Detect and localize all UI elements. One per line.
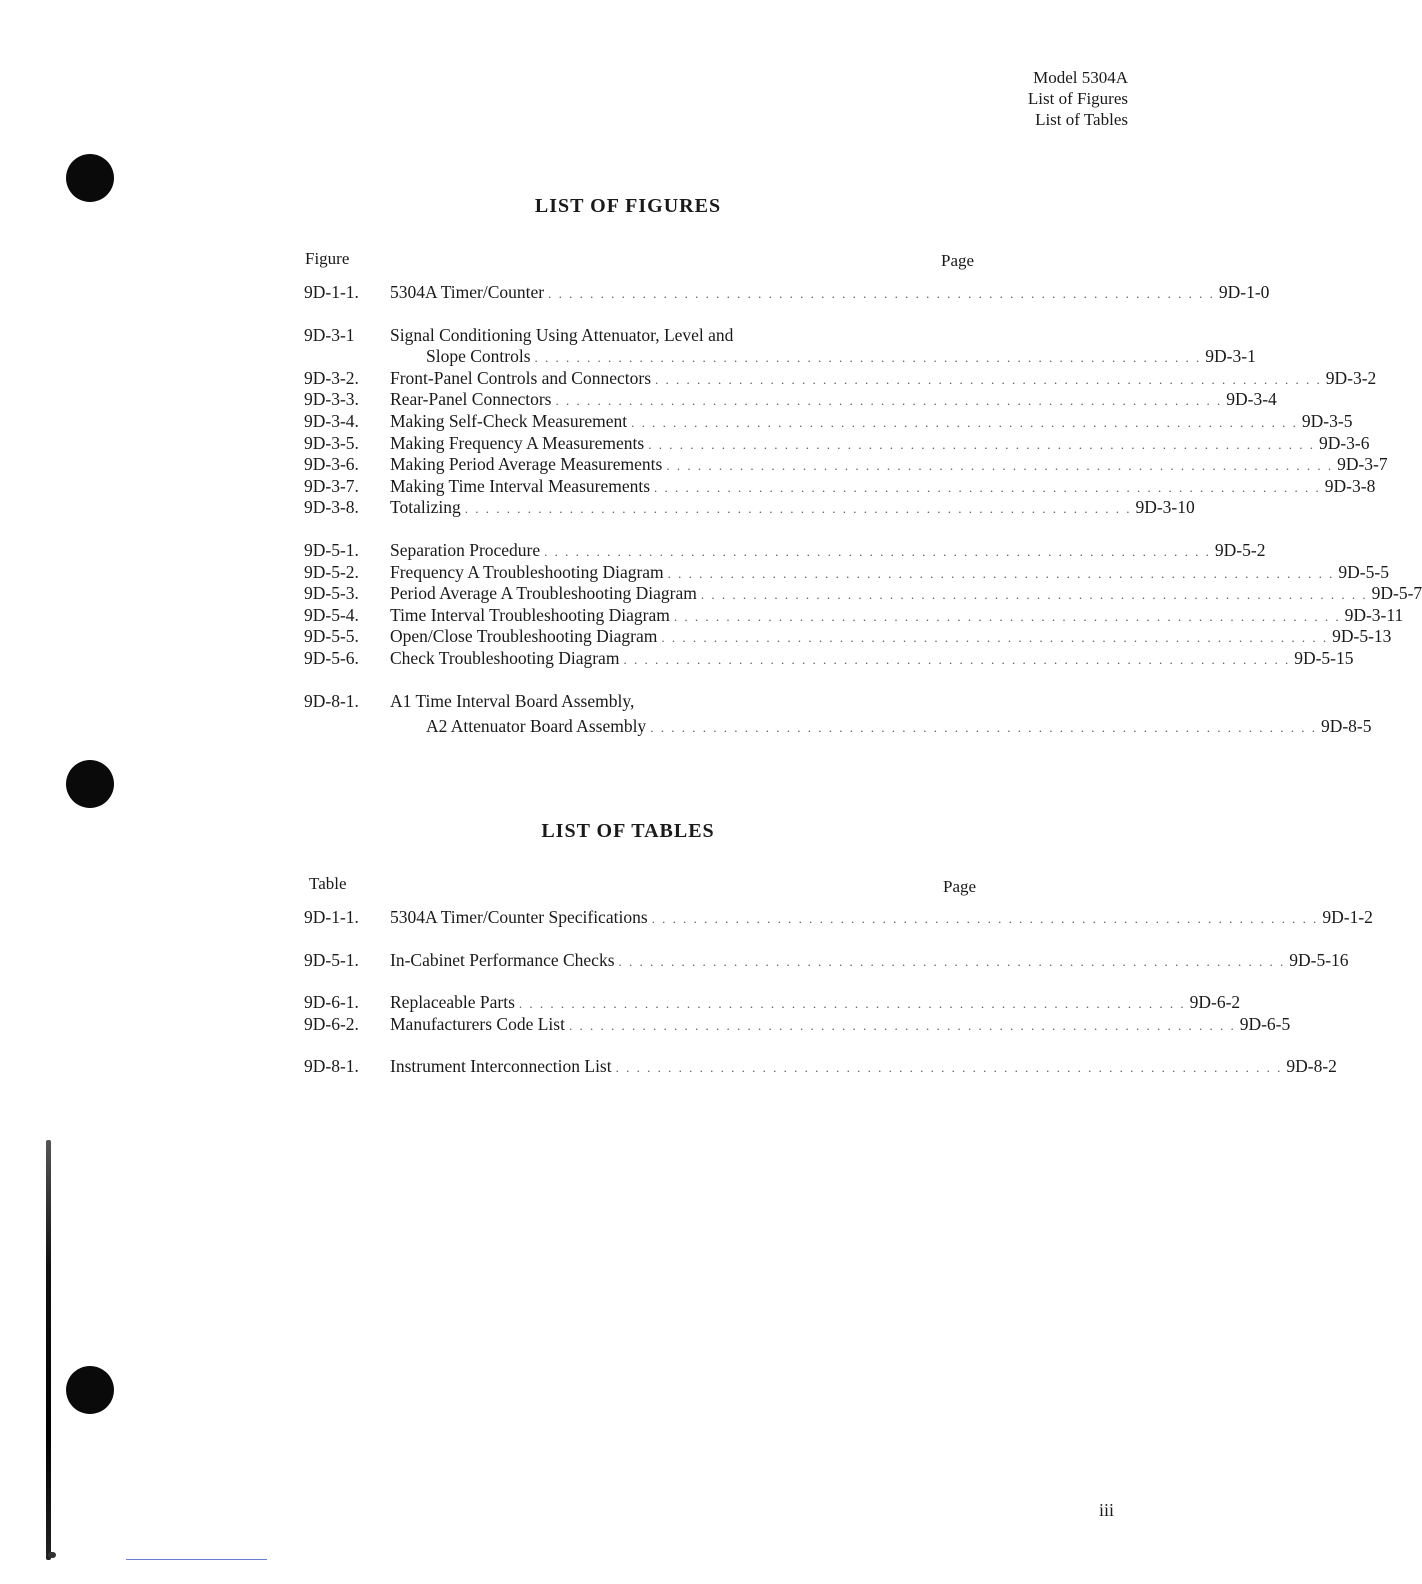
figure-title: 5304A Timer/Counter xyxy=(390,282,545,302)
table-page: 9D-5-16 xyxy=(1289,949,1349,970)
leader-dots: . . . . . . . . . . . . . . . . . . . . . . . . . . . . . . . . . . . . . . . . . . . . . . . . . . . . . . . . . . . . . . . . xyxy=(534,350,1202,366)
figure-page: 9D-5-13 xyxy=(1332,626,1392,647)
leader-dots: . . . . . . . . . . . . . . . . . . . . . . . . . . . . . . . . . . . . . . . . . . . . . . . . . . . . . . . . . . . . . . . . xyxy=(667,565,1335,581)
figure-number: 9D-3-1 xyxy=(304,324,355,345)
scan-edge-shadow xyxy=(46,1140,51,1560)
figure-number: 9D-5-5. xyxy=(304,626,359,647)
figure-number: 9D-3-5. xyxy=(304,432,359,453)
figure-number: 9D-3-2. xyxy=(304,367,359,388)
leader-dots: . . . . . . . . . . . . . . . . . . . . . . . . . . . . . . . . . . . . . . . . . . . . . . . . . . . . . . . . . . . . . . . . xyxy=(651,911,1319,926)
figure-row xyxy=(304,282,1270,304)
figure-title: Making Period Average Measurements xyxy=(390,454,663,475)
figure-number: 9D-5-4. xyxy=(304,604,359,625)
figure-number: 9D-5-6. xyxy=(304,647,359,668)
figure-title: Making Frequency A Measurements xyxy=(390,432,645,453)
leader-dots: . . . . . . . . . . . . . . . . . . . . . . . . . . . . . . . . . . . . . . . . . . . . . . . . . . . . . . . . . . . . . . . . xyxy=(544,543,1211,559)
figure-page: 9D-3-8 xyxy=(1324,475,1376,496)
figure-page: 9D-3-5 xyxy=(1301,410,1353,431)
figure-row xyxy=(304,410,1353,433)
table-row xyxy=(304,907,1373,929)
leader-dots: . . . . . . . . . . . . . . . . . . . . . . . . . . . . . . . . . . . . . . . . . . . . . . . . . . . . . . . . . . . . . . . . xyxy=(615,1060,1283,1076)
leader-dots: . . . . . . . . . . . . . . . . . . . . . . . . . . . . . . . . . . . . . . . . . . . . . . . . . . . . . . . . . . . . . . . . xyxy=(568,1017,1236,1033)
figures-col-figure: Figure xyxy=(305,249,350,268)
table-row xyxy=(304,949,1349,972)
table-page: 9D-1-2 xyxy=(1322,907,1373,927)
figure-title-continued: A2 Attenuator Board Assembly xyxy=(426,716,647,737)
figure-title: Totalizing xyxy=(390,497,461,518)
table-row xyxy=(304,1056,1337,1078)
figure-title: Time Interval Troubleshooting Diagram xyxy=(390,604,670,625)
figure-title: Making Self-Check Measurement xyxy=(390,410,628,431)
figures-list xyxy=(304,282,1422,738)
leader-dots: . . . . . . . . . . . . . . . . . . . . . . . . . . . . . . . . . . . . . . . . . . . . . . . . . . . . . . . . . . . . . . . . xyxy=(666,458,1334,474)
table-row xyxy=(304,1013,1291,1036)
figure-page: 9D-5-7 xyxy=(1371,583,1422,604)
figure-title: Rear-Panel Connectors xyxy=(390,389,552,410)
leader-dots: . . . . . . . . . . . . . . . . . . . . . . . . . . . . . . . . . . . . . . . . . . . . . . . . . . . . . . . . . . . . . . . . xyxy=(654,479,1321,495)
leader-dots: . . . . . . . . . . . . . . . . . . . . . . . . . . . . . . . . . . . . . . . . . . . . . . . . . . . . . . . . . . . . . . . . xyxy=(673,608,1341,624)
figure-page: 9D-3-2 xyxy=(1325,367,1377,388)
table-title: 5304A Timer/Counter Specifications xyxy=(390,907,648,927)
figure-row-continued xyxy=(304,716,1372,738)
figure-row xyxy=(304,626,1392,648)
figure-number: 9D-3-3. xyxy=(304,389,359,410)
table-title: Instrument Interconnection List xyxy=(390,1056,612,1077)
scan-speck xyxy=(48,1552,56,1558)
table-title: Manufacturers Code List xyxy=(390,1013,565,1034)
figure-page: 9D-3-10 xyxy=(1135,497,1195,518)
figure-row xyxy=(304,325,988,347)
bottom-rule xyxy=(126,1559,267,1560)
figure-page: 9D-3-11 xyxy=(1344,604,1404,625)
table-title: In-Cabinet Performance Checks xyxy=(390,949,615,970)
figure-title: A1 Time Interval Board Assembly, xyxy=(390,690,635,711)
figure-page: 9D-3-1 xyxy=(1205,346,1256,367)
leader-dots: . . . . . . . . . . . . . . . . . . . . . . . . . . . . . . . . . . . . . . . . . . . . . . . . . . . . . . . . . . . . . . . . xyxy=(648,436,1315,452)
tables-heading: LIST OF TABLES xyxy=(541,820,715,842)
figure-page: 9D-5-2 xyxy=(1214,539,1266,560)
figure-number: 9D-3-7. xyxy=(304,475,359,496)
figure-row xyxy=(304,497,1195,519)
figure-title: Period Average A Troubleshooting Diagram xyxy=(390,583,697,604)
leader-dots: . . . . . . . . . . . . . . . . . . . . . . . . . . . . . . . . . . . . . . . . . . . . . . . . . . . . . . . . . . . . . . . . xyxy=(618,953,1286,969)
figure-title: Check Troubleshooting Diagram xyxy=(390,647,620,668)
tables-col-table: Table xyxy=(309,874,347,893)
binder-hole-middle xyxy=(66,760,114,808)
figure-row xyxy=(304,454,1388,476)
header-list-tables: List of Tables xyxy=(1035,110,1128,129)
figures-col-page: Page xyxy=(941,251,975,270)
figure-title: Frequency A Troubleshooting Diagram xyxy=(390,561,664,582)
figure-page: 9D-3-7 xyxy=(1337,454,1388,475)
page-number: iii xyxy=(1099,1500,1115,1520)
figure-number: 9D-5-1. xyxy=(304,539,359,560)
leader-dots: . . . . . . . . . . . . . . . . . . . . . . . . . . . . . . . . . . . . . . . . . . . . . . . . . . . . . . . . . . . . . . . . xyxy=(548,286,1215,301)
header-list-figures: List of Figures xyxy=(1027,89,1128,108)
figure-page: 9D-5-5 xyxy=(1338,561,1389,582)
figure-row xyxy=(304,367,1377,390)
figure-number: 9D-3-4. xyxy=(304,410,359,431)
leader-dots: . . . . . . . . . . . . . . . . . . . . . . . . . . . . . . . . . . . . . . . . . . . . . . . . . . . . . . . . . . . . . . . . xyxy=(655,371,1322,387)
figure-title: Separation Procedure xyxy=(390,539,541,560)
figure-row-continued xyxy=(304,346,1256,368)
figure-row xyxy=(304,583,1422,605)
leader-dots: . . . . . . . . . . . . . . . . . . . . . . . . . . . . . . . . . . . . . . . . . . . . . . . . . . . . . . . . . . . . . . . . xyxy=(623,651,1291,667)
leader-dots: . . . . . . . . . . . . . . . . . . . . . . . . . . . . . . . . . . . . . . . . . . . . . . . . . . . . . . . . . . . . . . . . xyxy=(555,393,1223,409)
leader-dots: . . . . . . . . . . . . . . . . . . . . . . . . . . . . . . . . . . . . . . . . . . . . . . . . . . . . . . . . . . . . . . . . xyxy=(661,630,1329,646)
table-page: 9D-8-2 xyxy=(1286,1056,1337,1077)
figure-number: 9D-8-1. xyxy=(304,690,359,711)
figure-row xyxy=(304,561,1389,584)
leader-dots: . . . . . . . . . . . . . . . . . . . . . . . . . . . . . . . . . . . . . . . . . . . . . . . . . . . . . . . . . . . . . . . . xyxy=(631,414,1298,430)
figure-number: 9D-5-3. xyxy=(304,583,359,604)
table-number: 9D-5-1. xyxy=(304,949,359,970)
figure-row xyxy=(304,539,1266,562)
table-number: 9D-8-1. xyxy=(304,1056,359,1077)
leader-dots: . . . . . . . . . . . . . . . . . . . . . . . . . . . . . . . . . . . . . . . . . . . . . . . . . . . . . . . . . . . . . . . . xyxy=(650,720,1317,736)
figure-row xyxy=(304,475,1376,498)
figure-row xyxy=(304,389,1277,411)
figure-number: 9D-5-2. xyxy=(304,561,359,582)
figures-heading: LIST OF FIGURES xyxy=(534,195,722,217)
figure-title-continued: Slope Controls xyxy=(426,346,531,367)
figure-row xyxy=(304,691,988,713)
figure-page: 9D-3-6 xyxy=(1318,432,1370,453)
table-page: 9D-6-2 xyxy=(1189,992,1241,1013)
figure-page: 9D-3-4 xyxy=(1226,389,1277,410)
table-title: Replaceable Parts xyxy=(390,992,515,1013)
tables-col-page: Page xyxy=(943,877,977,896)
figure-title: Signal Conditioning Using Attenuator, Level and xyxy=(390,324,734,345)
header-model: Model 5304A xyxy=(1033,68,1128,87)
figure-title: Open/Close Troubleshooting Diagram xyxy=(390,626,658,647)
table-number: 9D-6-2. xyxy=(304,1013,359,1034)
figure-page: 9D-5-15 xyxy=(1294,647,1354,668)
table-page: 9D-6-5 xyxy=(1239,1013,1291,1034)
page-header xyxy=(1028,67,1128,130)
table-row xyxy=(304,992,1241,1014)
figure-title: Making Time Interval Measurements xyxy=(390,475,651,496)
table-number: 9D-6-1. xyxy=(304,992,359,1013)
binder-hole-bottom xyxy=(66,1366,114,1414)
figure-page: 9D-8-5 xyxy=(1320,716,1372,737)
leader-dots: . . . . . . . . . . . . . . . . . . . . . . . . . . . . . . . . . . . . . . . . . . . . . . . . . . . . . . . . . . . . . . . . xyxy=(700,587,1368,603)
table-number: 9D-1-1. xyxy=(304,907,359,927)
leader-dots: . . . . . . . . . . . . . . . . . . . . . . . . . . . . . . . . . . . . . . . . . . . . . . . . . . . . . . . . . . . . . . . . xyxy=(464,501,1132,517)
figure-number: 9D-1-1. xyxy=(304,282,359,302)
figure-page: 9D-1-0 xyxy=(1218,282,1270,302)
figure-number: 9D-3-6. xyxy=(304,454,359,475)
tables-list xyxy=(304,907,1373,1078)
figure-number: 9D-3-8. xyxy=(304,497,359,518)
leader-dots: . . . . . . . . . . . . . . . . . . . . . . . . . . . . . . . . . . . . . . . . . . . . . . . . . . . . . . . . . . . . . . . . xyxy=(518,996,1186,1012)
figure-row xyxy=(304,604,1404,627)
figure-row xyxy=(304,647,1354,670)
figure-row xyxy=(304,432,1370,455)
figure-title: Front-Panel Controls and Connectors xyxy=(390,367,652,388)
